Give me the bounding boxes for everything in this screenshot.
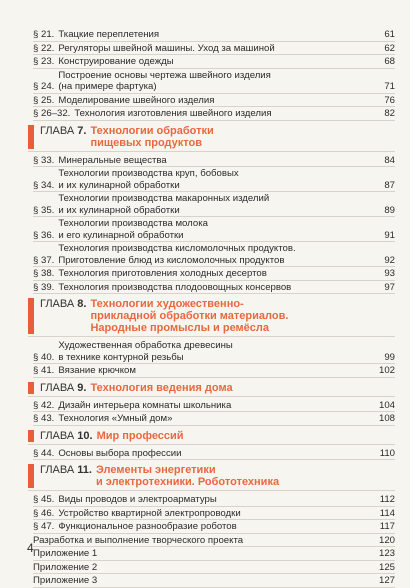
entry-title: Основы выбора профессии xyxy=(58,447,182,459)
chapter-title: Технология ведения дома xyxy=(90,381,233,394)
entry-page: 68 xyxy=(384,56,395,67)
section-number: § 25. xyxy=(33,94,55,106)
section-number: § 37. xyxy=(33,254,55,266)
entry-page: 108 xyxy=(378,413,395,424)
section-number: § 39. xyxy=(33,281,55,293)
rows-top xyxy=(33,28,395,121)
chapter-label: ГЛАВА 8. xyxy=(40,298,87,310)
chapter-title: Мир профессий xyxy=(96,429,184,442)
toc-entry xyxy=(33,339,395,364)
section-number: § 26–32. xyxy=(33,108,71,119)
entry-page: 71 xyxy=(384,81,395,92)
chapter-marker xyxy=(28,298,34,334)
section-number: § 44. xyxy=(33,447,55,459)
entry-page: 84 xyxy=(384,154,395,166)
entry-page: 104 xyxy=(378,399,395,411)
toc-entry xyxy=(33,242,395,267)
chapter-marker xyxy=(28,464,34,488)
entry-page: 117 xyxy=(379,521,395,532)
entry-page: 82 xyxy=(384,108,395,119)
section-number: § 41. xyxy=(33,365,55,376)
section-number: § 21. xyxy=(33,29,55,40)
rows-chapter-9 xyxy=(33,399,395,426)
entry-page: 97 xyxy=(384,281,395,293)
toc-entry xyxy=(33,94,395,108)
toc-entry xyxy=(33,364,395,378)
toc-entry xyxy=(33,69,395,94)
entry-title: Технологии производства молока и его кулинарной обработки xyxy=(58,218,208,241)
section-number: § 38. xyxy=(33,268,55,279)
entry-page: 127 xyxy=(378,575,395,586)
entry-page: 123 xyxy=(378,548,395,559)
entry-title: Ткацкие переплетения xyxy=(58,29,160,40)
entry-page: 120 xyxy=(378,534,395,546)
toc-entry xyxy=(33,55,395,69)
entry-title: Технологии производства макаронных изделий и их кулинарной обработки xyxy=(58,193,270,216)
toc-entry xyxy=(33,281,395,295)
entry-title: Художественная обработка древесины в технике контурной резьбы xyxy=(58,340,233,363)
chapter-label: ГЛАВА 10. xyxy=(40,429,93,442)
chapter-label: ГЛАВА 9. xyxy=(40,381,87,394)
section-number: § 23. xyxy=(33,56,55,67)
entry-page: 62 xyxy=(384,42,395,54)
entry-page: 110 xyxy=(379,447,395,459)
entry-title: Вязание крючком xyxy=(58,365,136,376)
chapter-title: Элементы энергетики и электротехники. Робототехника xyxy=(95,464,280,488)
toc-entry xyxy=(33,167,395,192)
table-of-contents xyxy=(33,28,395,588)
chapter-label: ГЛАВА 7. xyxy=(40,124,87,137)
section-number: § 46. xyxy=(33,507,55,519)
entry-title: Технология производства кисломолочных продуктов. Приготовление блюд из кисломолочных продуктов xyxy=(58,243,296,266)
entry-title: Технология приготовления холодных десертов xyxy=(58,268,267,279)
section-number: § 22. xyxy=(33,42,55,54)
section-number: § 47. xyxy=(33,521,55,532)
toc-entry xyxy=(33,534,395,548)
section-number: § 43. xyxy=(33,413,55,424)
toc-entry xyxy=(33,28,395,42)
entry-title: Регуляторы швейной машины. Уход за машиной xyxy=(58,42,275,54)
toc-entry xyxy=(33,520,395,534)
chapter-8-heading xyxy=(28,298,395,337)
entry-title: Технология изготовления швейного изделия xyxy=(74,108,272,119)
toc-entry xyxy=(33,107,395,121)
chapter-7-heading xyxy=(28,125,395,152)
section-number: § 42. xyxy=(33,399,55,411)
entry-page: 91 xyxy=(384,229,395,241)
entry-title: Минеральные вещества xyxy=(58,154,167,166)
section-number: § 34. xyxy=(33,179,55,191)
section-number: § 24. xyxy=(33,81,55,92)
entry-title: Технологии производства круп, бобовых и их кулинарной обработки xyxy=(58,168,239,191)
chapter-marker xyxy=(28,382,34,394)
entry-page: 112 xyxy=(379,494,395,505)
entry-title: Технология производства плодоовощных консервов xyxy=(58,281,292,293)
entry-page: 76 xyxy=(384,94,395,106)
rows-chapter-7 xyxy=(33,154,395,295)
entry-title: Устройство квартирной электропроводки xyxy=(58,507,241,519)
entry-title: Построение основы чертежа швейного изделия (на примере фартука) xyxy=(58,69,271,92)
toc-entry xyxy=(33,192,395,217)
chapter-11-heading xyxy=(28,464,395,491)
entry-title: Технология «Умный дом» xyxy=(58,413,173,424)
entry-title: Виды проводов и электроарматуры xyxy=(58,494,217,505)
toc-entry xyxy=(33,412,395,426)
entry-title: Приложение 3 xyxy=(33,575,98,586)
chapter-title: Технологии обработки пищевых продуктов xyxy=(90,124,214,149)
toc-entry xyxy=(33,447,395,461)
section-number: § 36. xyxy=(33,229,55,241)
entry-page: 89 xyxy=(384,204,395,216)
toc-entry xyxy=(33,154,395,168)
entry-page: 87 xyxy=(384,179,395,191)
chapter-9-heading xyxy=(28,382,395,397)
toc-entry xyxy=(33,507,395,521)
entry-page: 92 xyxy=(384,254,395,266)
entry-title: Разработка и выполнение творческого проекта xyxy=(33,534,244,546)
toc-entry xyxy=(33,267,395,281)
toc-entry xyxy=(33,399,395,413)
entry-page: 102 xyxy=(378,365,395,376)
chapter-marker xyxy=(28,430,34,442)
rows-chapter-11 xyxy=(33,493,395,588)
toc-entry xyxy=(33,493,395,507)
toc-entry xyxy=(33,217,395,242)
entry-page: 93 xyxy=(384,268,395,279)
toc-entry xyxy=(33,42,395,56)
chapter-marker xyxy=(28,125,34,149)
chapter-label: ГЛАВА 11. xyxy=(40,464,92,476)
section-number: § 35. xyxy=(33,204,55,216)
entry-title: Приложение 2 xyxy=(33,561,98,573)
toc-entry xyxy=(33,547,395,561)
section-number: § 40. xyxy=(33,351,55,363)
section-number: § 45. xyxy=(33,494,55,505)
entry-title: Функциональное разнообразие роботов xyxy=(58,521,237,532)
entry-page: 125 xyxy=(378,561,395,573)
chapter-10-heading xyxy=(28,430,395,445)
toc-entry xyxy=(33,574,395,588)
entry-title: Моделирование швейного изделия xyxy=(58,94,215,106)
section-number: § 33. xyxy=(33,154,55,166)
entry-page: 114 xyxy=(379,507,395,519)
entry-page: 99 xyxy=(384,351,395,363)
entry-title: Конструирование одежды xyxy=(58,56,174,67)
chapter-title: Технологии художественно- прикладной обработки материалов. Народные промыслы и ремёсла xyxy=(90,298,289,334)
entry-title: Дизайн интерьера комнаты школьника xyxy=(58,399,232,411)
rows-chapter-10 xyxy=(33,447,395,461)
entry-title: Приложение 1 xyxy=(33,548,98,559)
page-number: 4 xyxy=(27,541,34,555)
rows-chapter-8 xyxy=(33,339,395,378)
entry-page: 61 xyxy=(384,29,395,40)
